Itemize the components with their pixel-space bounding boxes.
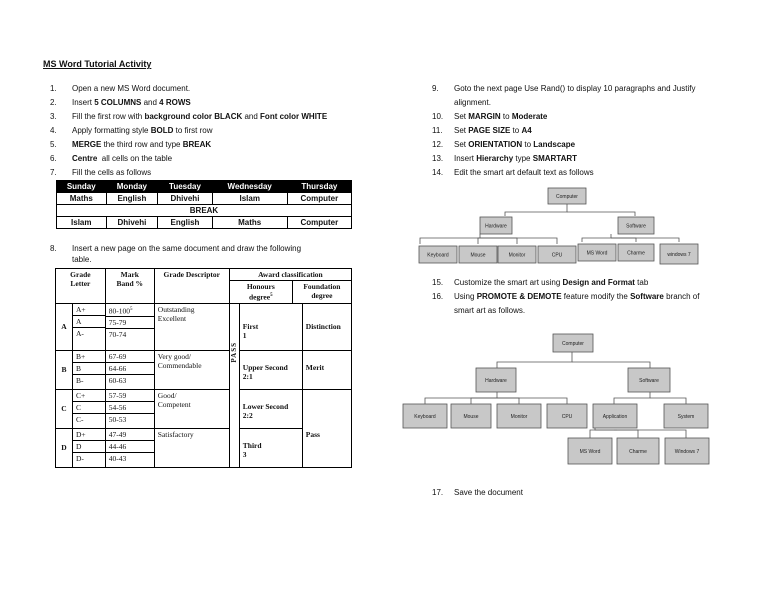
step-number: 2. [50, 98, 57, 107]
step-text-part: background color BLACK [144, 112, 243, 121]
step-text-part: the third row and type [101, 140, 183, 149]
sa1-monitor [498, 246, 536, 263]
sa2-msword-label: MS Word [579, 448, 601, 455]
step-text-part: Customize the smart art using [454, 278, 563, 287]
sa1-computer [548, 188, 586, 204]
connector-line [471, 398, 497, 404]
sa2-charme [617, 438, 659, 464]
step-text-part: MARGIN [468, 112, 501, 121]
grade-sub: B [73, 363, 105, 375]
connector-line [611, 238, 636, 242]
step-text-part: Font color WHITE [260, 112, 328, 121]
sa2-keyboard [403, 404, 447, 428]
mark-band: 57-59 [108, 390, 127, 400]
sa1-charme-label: Charme [627, 250, 645, 257]
honours-class: 3 [242, 449, 247, 459]
step-text-part: and [242, 112, 261, 121]
mark-band: 60-63 [108, 375, 127, 385]
grade-letter: D [56, 428, 73, 467]
timetable-cell: Dhivehi [158, 193, 212, 205]
sa1-software-label: Software [626, 223, 646, 230]
degree-footnote: 5 [270, 293, 273, 298]
step-text-part: and [141, 98, 160, 107]
step-text-part: A4 [521, 126, 532, 135]
step-text-part: Edit the smart art default text as follows [454, 168, 594, 177]
connector-line [611, 238, 679, 242]
step-text-part: to first row [173, 126, 213, 135]
step-text-part: Fill the cells as follows [72, 168, 152, 177]
mark-band: 40-43 [108, 453, 127, 463]
step-text-part: Set [454, 112, 469, 121]
step-text-part: Insert [454, 154, 477, 163]
letter-header: Letter [70, 279, 91, 288]
step-text-part: SMARTART [532, 154, 578, 163]
grade-sub: B- [76, 375, 84, 385]
step-text-part: MERGE [72, 140, 102, 149]
step-text-part: Fill the first row with [72, 112, 145, 121]
grade-sub: C+ [73, 390, 105, 402]
honours-class: 2:1 [242, 371, 253, 381]
mark-footnote: 5 [130, 306, 133, 312]
descriptor-header: Grade Descriptor [154, 269, 229, 304]
step-text-part: Design and Format [562, 278, 635, 287]
step-number: 3. [50, 112, 57, 121]
sa1-mouse-label: Mouse [470, 252, 486, 259]
page-title: MS Word Tutorial Activity [43, 59, 152, 69]
sa1-computer-label: Computer [556, 193, 578, 200]
timetable-cell: Dhivehi [106, 217, 158, 229]
sa2-application [593, 404, 637, 428]
mark-header: Mark [120, 270, 139, 279]
grade-letter: A [56, 303, 73, 350]
sa1-cpu [538, 246, 576, 263]
mark-band: 54-56 [108, 402, 127, 412]
step-text-part: Insert [72, 98, 95, 107]
sa1-monitor-label: Monitor [508, 252, 526, 259]
step-number: 5. [50, 140, 57, 149]
band-header: Band % [116, 279, 144, 288]
step-number: 15. [432, 278, 444, 287]
step-text-part: PAGE SIZE [468, 126, 511, 135]
step-text-part: BREAK [182, 140, 212, 149]
step-number: 14. [432, 168, 444, 177]
sa1-windows7-label: windows 7 [667, 251, 691, 258]
connector-line [614, 392, 650, 404]
step-text-part: branch of [663, 292, 700, 301]
timetable-cell: English [106, 193, 158, 205]
connector-line [497, 398, 567, 404]
step-text-part: Goto the next page Use Rand() to display 10 paragraphs and Justify [454, 84, 696, 93]
timetable-cell: Tuesday [158, 181, 212, 193]
sa1-keyboard [419, 246, 457, 263]
grade-sub: D+ [73, 429, 105, 441]
connector-line [567, 212, 635, 216]
sa2-cpu-label: CPU [561, 413, 573, 420]
sa2-monitor-label: Monitor [510, 413, 528, 420]
grade-descriptor: Very good/ [157, 351, 191, 361]
timetable-cell: Wednesday [212, 181, 287, 193]
mark-band: 50-53 [108, 414, 127, 424]
step-text-part: Using [454, 292, 477, 301]
sa1-cpu-label: CPU [551, 252, 563, 259]
sa1-hardware-label: Hardware [485, 223, 507, 230]
sa1-software [618, 217, 654, 234]
grade-letter: C [56, 389, 73, 428]
connector-line [572, 362, 650, 368]
step-text-part: to [522, 140, 534, 149]
step-text-part: ORIENTATION [468, 140, 523, 149]
grade-sub: C [73, 402, 105, 414]
step-text-part: Landscape [533, 140, 576, 149]
connector-line [497, 352, 572, 368]
mark-band: 44-46 [108, 441, 127, 451]
grade-sub: D [73, 441, 105, 453]
step-text: smart art as follows. [454, 306, 526, 315]
step-text-part: feature modify the [561, 292, 631, 301]
sa2-computer-label: Computer [562, 340, 584, 347]
step-number: 8. [50, 244, 57, 253]
honours-class: First [242, 321, 259, 331]
sa2-msword [568, 438, 612, 464]
mark-band: 70-74 [108, 330, 127, 339]
degree-header: degree [311, 291, 333, 300]
step-text-part: tab [634, 278, 649, 287]
grade-sub: B+ [73, 351, 105, 363]
grade-sub: C- [76, 414, 84, 424]
step-text-part: Set [454, 126, 469, 135]
step-number: 12. [432, 140, 444, 149]
connector-line [614, 430, 638, 438]
step-text-part: all cells on the table [97, 154, 173, 163]
step-text-part: to [510, 126, 522, 135]
foundation-header: Foundation [303, 282, 341, 291]
timetable-cell: Thursday [287, 181, 351, 193]
grade-descriptor: Commendable [157, 360, 202, 370]
sa1-windows7 [660, 244, 698, 264]
sa2-keyboard-label: Keyboard [414, 413, 436, 420]
grade-descriptor: Competent [157, 399, 191, 409]
sa1-charme [618, 244, 654, 261]
timetable-cell: English [158, 217, 212, 229]
timetable-cell: Monday [106, 181, 158, 193]
connector-line [478, 238, 480, 244]
grade-sub: A+ [73, 304, 105, 316]
honours-class: 1 [242, 330, 247, 340]
grade-letter: B [56, 350, 73, 389]
sa2-mouse-label: Mouse [463, 413, 479, 420]
grade-header: Grade [70, 270, 91, 279]
mark-band: 75-79 [108, 318, 127, 327]
sa1-msword [578, 244, 616, 261]
sa1-keyboard-label: Keyboard [427, 252, 449, 259]
grade-descriptor: Outstanding [157, 304, 195, 314]
step-text-part: Apply formatting style [72, 126, 151, 135]
step-number: 4. [50, 126, 57, 135]
sa2-windows7-label: Windows 7 [674, 448, 700, 455]
connector-line [614, 430, 686, 438]
connector-line [480, 238, 517, 244]
step-text-part: to [500, 112, 512, 121]
step-text-part: 4 ROWS [159, 98, 191, 107]
sa1-hardware [480, 217, 512, 234]
step-number: 13. [432, 154, 444, 163]
timetable-cell: Sunday [57, 181, 107, 193]
timetable-cell: Maths [57, 193, 107, 205]
timetable-break-cell: BREAK [57, 205, 352, 217]
sa2-hardware [476, 368, 516, 392]
timetable-cell: Islam [57, 217, 107, 229]
step-number: 11. [432, 126, 443, 135]
foundation-class: Merit [302, 350, 351, 389]
grade-sub: A- [76, 328, 84, 338]
mark-band: 47-49 [108, 429, 127, 439]
step-text-part: Set [454, 140, 469, 149]
sa2-computer [553, 334, 593, 352]
sa2-system [664, 404, 708, 428]
sa2-system-label: System [677, 413, 695, 420]
step-number: 10. [432, 112, 444, 121]
step-number: 16. [432, 292, 444, 301]
sa2-software-label: Software [639, 377, 659, 384]
step-text-part: Save the document [454, 488, 523, 497]
sa2-hardware-label: Hardware [485, 377, 507, 384]
connector-line [505, 204, 567, 216]
step-text-part: Open a new MS Word document. [72, 84, 191, 93]
mark-band: 64-66 [108, 363, 127, 373]
connector-line [497, 398, 519, 404]
honours-class: Lower Second [242, 401, 289, 411]
sa2-mouse [451, 404, 491, 428]
step-text-part: Software [630, 292, 664, 301]
step-text-part: Moderate [511, 112, 548, 121]
mark-band: 67-69 [108, 351, 127, 361]
foundation-class: Pass [302, 428, 351, 467]
degree-header: degree [248, 292, 271, 302]
mark-band: 80-100 [108, 306, 131, 315]
timetable-cell: Computer [287, 217, 351, 229]
timetable-cell: Maths [212, 217, 287, 229]
timetable-cell: Computer [287, 193, 351, 205]
connector-line [590, 430, 614, 438]
step-number: 17. [432, 488, 444, 497]
step-text: Insert a new page on the same document and draw the following [72, 244, 302, 253]
sa2-charme-label: Charme [629, 448, 647, 455]
sa2-cpu [547, 404, 587, 428]
step-number: 9. [432, 84, 439, 93]
connector-line [420, 234, 480, 244]
award-header: Award classification [230, 269, 351, 281]
step-number: 6. [50, 154, 57, 163]
grade-descriptor: Satisfactory [157, 429, 194, 439]
honours-class: 2:2 [242, 410, 253, 420]
sa2-application-label: Application [602, 413, 628, 420]
step-number: 1. [50, 84, 57, 93]
grade-sub: A [73, 316, 105, 328]
sa2-monitor [497, 404, 541, 428]
sa1-mouse [459, 246, 497, 263]
honours-header: Honours [246, 282, 275, 291]
step-text-part: type [513, 154, 533, 163]
sa2-software [628, 368, 670, 392]
step-text: table. [72, 255, 92, 264]
honours-class: Third [242, 440, 262, 450]
sa1-msword-label: MS Word [586, 250, 608, 257]
step-text-part: 5 COLUMNS [94, 98, 142, 107]
grade-sub: D- [76, 453, 84, 463]
pass-label: PASS [229, 341, 238, 363]
honours-class: Upper Second [242, 362, 288, 372]
step-number: 7. [50, 168, 57, 177]
sa2-windows7 [665, 438, 709, 464]
step-text: alignment. [454, 98, 491, 107]
step-text-part: PROMOTE & DEMOTE [476, 292, 562, 301]
step-text-part: Hierarchy [476, 154, 514, 163]
grade-descriptor: Good/ [157, 390, 177, 400]
foundation-class: Distinction [302, 303, 351, 350]
timetable-cell: Islam [212, 193, 287, 205]
grade-descriptor: Excellent [157, 313, 187, 323]
connector-line [480, 238, 557, 244]
connector-line [582, 234, 611, 242]
connector-line [650, 398, 686, 404]
step-text-part: BOLD [150, 126, 174, 135]
step-text-part: Centre [72, 154, 98, 163]
